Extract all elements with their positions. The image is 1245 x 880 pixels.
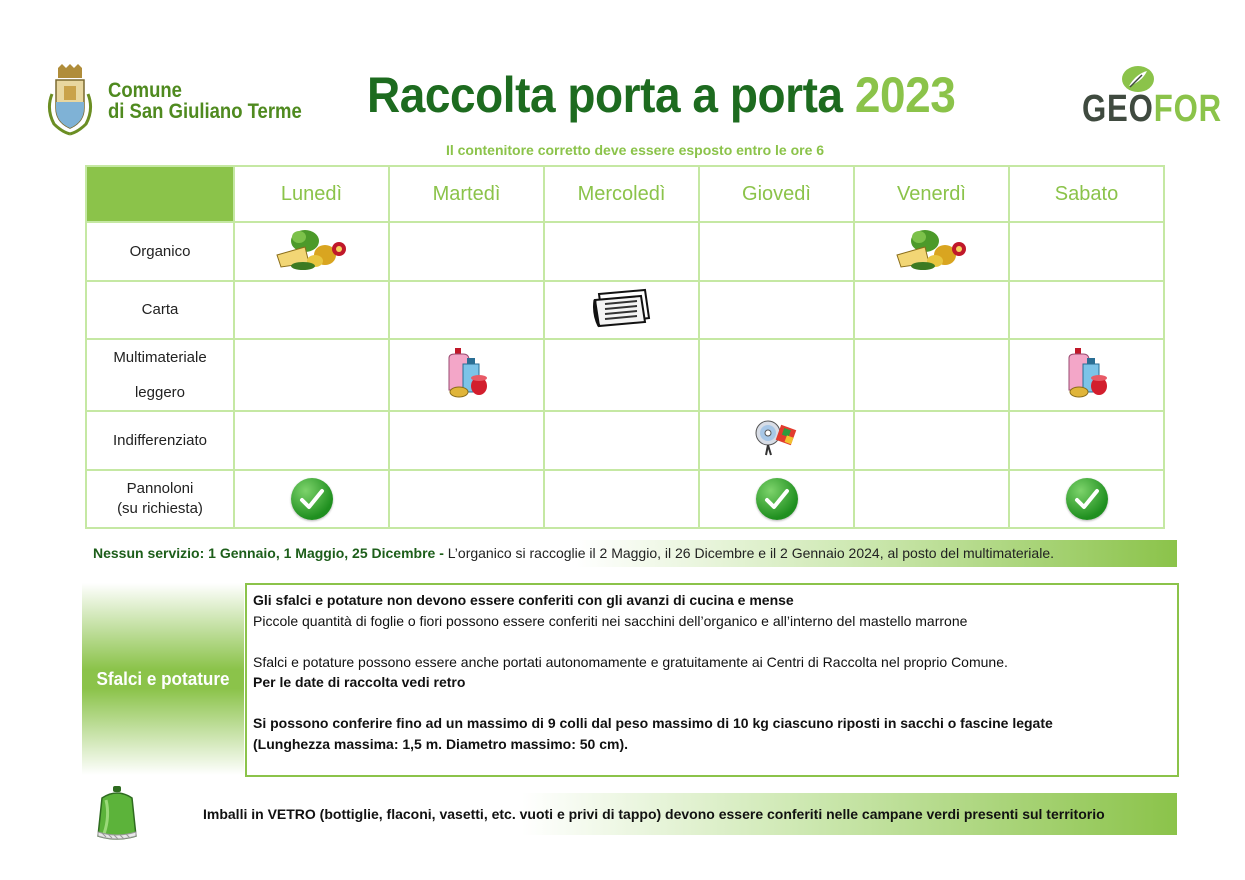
multimaterial-icon bbox=[1065, 348, 1109, 398]
row-label-pannoloni-line2: (su richiesta) bbox=[117, 500, 203, 517]
day-header-wednesday: Mercoledì bbox=[544, 166, 699, 222]
municipality-line1: Comune bbox=[108, 79, 182, 102]
table-header-row bbox=[86, 166, 1164, 222]
sfalci-label-panel bbox=[82, 583, 244, 775]
day-header-monday: Lunedì bbox=[234, 166, 389, 222]
glass-bin-icon bbox=[94, 786, 140, 842]
row-label-multimateriale-line2: leggero bbox=[134, 384, 186, 401]
check-icon bbox=[1066, 478, 1108, 520]
cell-carta-tuesday bbox=[389, 281, 544, 339]
title-year: 2023 bbox=[854, 67, 956, 123]
sfalci-line4: Per le date di raccolta vedi retro bbox=[253, 674, 466, 690]
row-label-multimateriale-line1: Multimateriale bbox=[113, 349, 207, 366]
cell-carta-saturday bbox=[1009, 281, 1164, 339]
no-service-dates: Nessun servizio: 1 Gennaio, 1 Maggio, 25 Dicembre - bbox=[93, 545, 444, 561]
table-row-multimateriale bbox=[86, 339, 1164, 411]
collection-schedule-table bbox=[85, 165, 1165, 529]
municipality-name bbox=[108, 80, 302, 122]
cell-indifferenziato-wednesday bbox=[544, 411, 699, 470]
glass-notice: Imballi in VETRO (bottiglie, flaconi, vasetti, etc. vuoti e privi di tappo) devono essere conferiti nelle campane verdi presenti sul territorio bbox=[85, 793, 1177, 835]
cell-carta-wednesday bbox=[544, 281, 699, 339]
row-label-indifferenziato: Indifferenziato bbox=[86, 411, 234, 470]
cell-multimateriale-wednesday bbox=[544, 339, 699, 411]
sfalci-info-box bbox=[245, 583, 1179, 777]
cell-indifferenziato-friday bbox=[854, 411, 1009, 470]
no-service-details: L’organico si raccoglie il 2 Maggio, il 26 Dicembre e il 2 Gennaio 2024, al posto del multimateriale. bbox=[443, 545, 1054, 561]
multimaterial-icon bbox=[445, 348, 489, 398]
cell-pannoloni-friday bbox=[854, 470, 1009, 528]
brand-left: GEO bbox=[1082, 88, 1154, 130]
table-row-pannoloni bbox=[86, 470, 1164, 528]
cell-multimateriale-friday bbox=[854, 339, 1009, 411]
cell-organico-friday bbox=[854, 222, 1009, 281]
sfalci-line2: Piccole quantità di foglie o fiori possono essere conferiti nei sacchini dell’organico e all’interno del mastello marrone bbox=[253, 612, 968, 629]
organic-waste-icon bbox=[275, 227, 349, 271]
cell-indifferenziato-saturday bbox=[1009, 411, 1164, 470]
geofor-logo bbox=[1082, 64, 1222, 134]
day-header-thursday: Giovedì bbox=[699, 166, 854, 222]
day-header-tuesday: Martedì bbox=[389, 166, 544, 222]
cell-indifferenziato-monday bbox=[234, 411, 389, 470]
row-label-carta: Carta bbox=[86, 281, 234, 339]
sfalci-line1: Gli sfalci e potature non devono essere conferiti con gli avanzi di cucina e mense bbox=[253, 592, 794, 608]
no-service-notice bbox=[85, 540, 1177, 567]
cell-multimateriale-monday bbox=[234, 339, 389, 411]
row-label-multimateriale bbox=[86, 339, 234, 411]
sfalci-line3: Sfalci e potature possono essere anche portati autonomamente e gratuitamente ai Centri di Raccolta nel proprio Comune. bbox=[253, 653, 1008, 670]
sfalci-line6: (Lunghezza massima: 1,5 m. Diametro massimo: 50 cm). bbox=[253, 735, 629, 752]
unsorted-waste-icon bbox=[754, 419, 800, 457]
page-title bbox=[367, 66, 955, 124]
table-row-carta bbox=[86, 281, 1164, 339]
cell-pannoloni-thursday bbox=[699, 470, 854, 528]
cell-multimateriale-saturday bbox=[1009, 339, 1164, 411]
cell-pannoloni-saturday bbox=[1009, 470, 1164, 528]
cell-carta-monday bbox=[234, 281, 389, 339]
cell-multimateriale-thursday bbox=[699, 339, 854, 411]
cell-pannoloni-wednesday bbox=[544, 470, 699, 528]
cell-multimateriale-tuesday bbox=[389, 339, 544, 411]
day-header-friday: Venerdì bbox=[854, 166, 1009, 222]
cell-organico-wednesday bbox=[544, 222, 699, 281]
table-corner bbox=[86, 166, 234, 222]
subtitle: Il contenitore corretto deve essere esposto entro le ore 6 bbox=[445, 142, 825, 158]
geofor-wordmark bbox=[1082, 88, 1222, 131]
cell-organico-monday bbox=[234, 222, 389, 281]
cell-carta-friday bbox=[854, 281, 1009, 339]
cell-organico-saturday bbox=[1009, 222, 1164, 281]
table-row-indifferenziato bbox=[86, 411, 1164, 470]
cell-indifferenziato-thursday bbox=[699, 411, 854, 470]
cell-organico-tuesday bbox=[389, 222, 544, 281]
check-icon bbox=[291, 478, 333, 520]
cell-organico-thursday bbox=[699, 222, 854, 281]
row-label-pannoloni bbox=[86, 470, 234, 528]
municipal-crest-icon bbox=[44, 64, 96, 136]
sfalci-label: Sfalci e potature bbox=[96, 669, 230, 689]
sfalci-line5: Si possono conferire fino ad un massimo di 9 colli dal peso massimo di 10 kg ciascuno riposti in sacchi o fascine legate bbox=[253, 715, 1053, 731]
check-icon bbox=[756, 478, 798, 520]
title-main: Raccolta porta a porta bbox=[367, 67, 843, 123]
paper-icon bbox=[593, 288, 651, 328]
cell-carta-thursday bbox=[699, 281, 854, 339]
brand-right: FOR bbox=[1153, 88, 1222, 130]
day-header-saturday: Sabato bbox=[1009, 166, 1164, 222]
row-label-pannoloni-line1: Pannoloni bbox=[126, 480, 194, 497]
organic-waste-icon bbox=[895, 227, 969, 271]
cell-indifferenziato-tuesday bbox=[389, 411, 544, 470]
row-label-organico: Organico bbox=[86, 222, 234, 281]
cell-pannoloni-tuesday bbox=[389, 470, 544, 528]
cell-pannoloni-monday bbox=[234, 470, 389, 528]
municipality-line2: di San Giuliano Terme bbox=[108, 100, 302, 123]
table-row-organico bbox=[86, 222, 1164, 281]
